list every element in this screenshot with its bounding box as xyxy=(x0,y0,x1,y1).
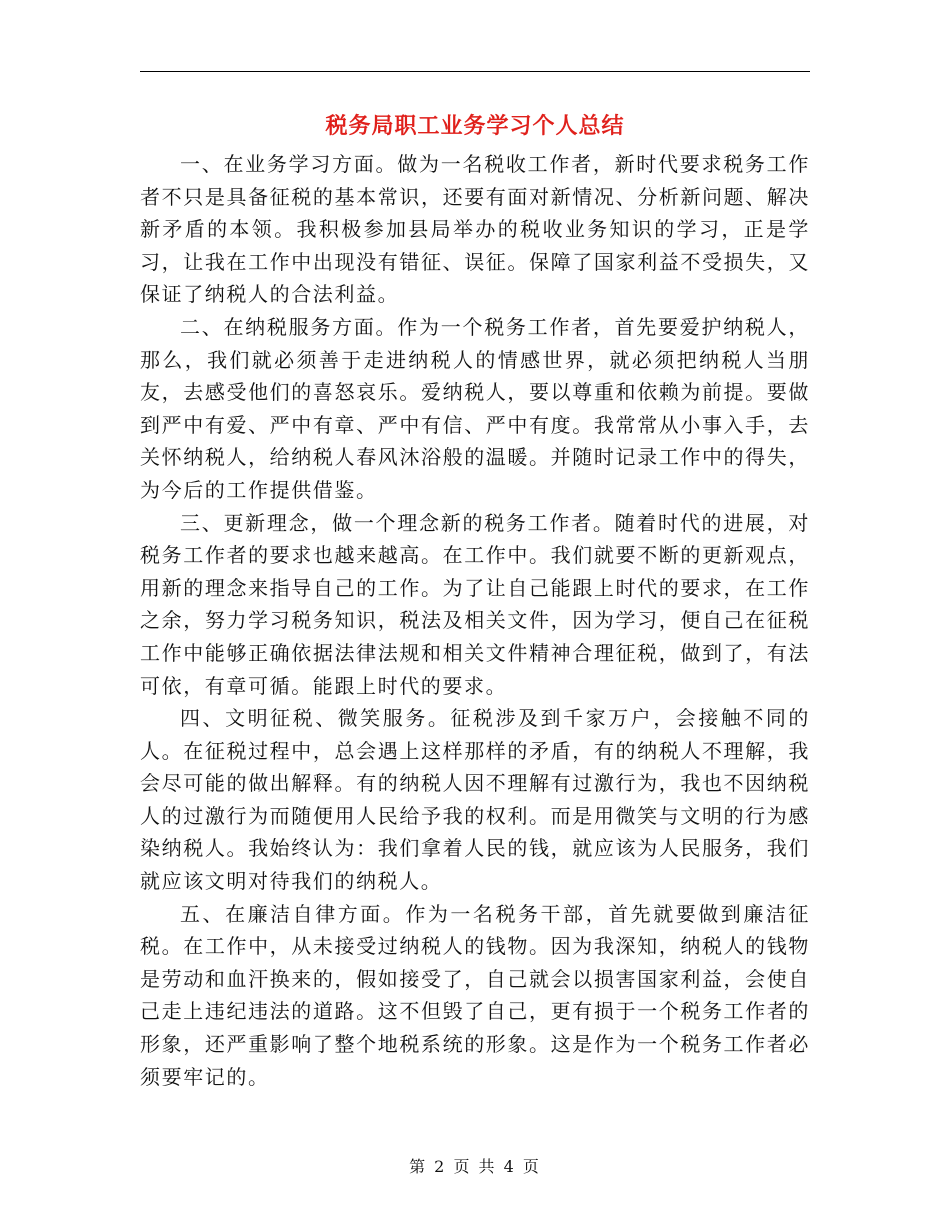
paragraph-integrity-self-discipline: 五、在廉洁自律方面。作为一名税务干部，首先就要做到廉洁征税。在工作中，从未接受过纳税人的钱物。因为我深知，纳税人的钱物是劳动和血汗换来的，假如接受了，自己就会以损害国家利益，会使自己走上违纪违法的道路。这不但毁了自己，更有损于一个税务工作者的形象，还严重影响了整个地税系统的形象。这是作为一个税务工作者必须要牢记的。 xyxy=(140,901,810,1089)
document-title: 税务局职工业务学习个人总结 xyxy=(325,113,625,139)
paragraph-civilized-tax-collection: 四、文明征税、微笑服务。征税涉及到千家万户，会接触不同的人。在征税过程中，总会遇上这样那样的矛盾，有的纳税人不理解，我会尽可能的做出解释。有的纳税人因不理解有过激行为，我也不因纳税人的过激行为而随便用人民给予我的权利。而是用微笑与文明的行为感染纳税人。我始终认为：我们拿着人民的钱，就应该为人民服务，我们就应该文明对待我们的纳税人。 xyxy=(140,706,810,894)
document-body xyxy=(140,148,810,1093)
page-number: 第 2 页 共 4 页 xyxy=(409,1157,541,1176)
paragraph-taxpayer-service: 二、在纳税服务方面。作为一个税务工作者，首先要爱护纳税人，那么，我们就必须善于走进纳税人的情感世界，就必须把纳税人当朋友，去感受他们的喜怒哀乐。爱纳税人，要以尊重和依赖为前提。要做到严中有爱、严中有章、严中有信、严中有度。我常常从小事入手，去关怀纳税人，给纳税人春风沐浴般的温暖。并随时记录工作中的得失，为今后的工作提供借鉴。 xyxy=(140,314,810,502)
paragraph-update-concepts: 三、更新理念，做一个理念新的税务工作者。随着时代的进展，对税务工作者的要求也越来越高。在工作中。我们就要不断的更新观点，用新的理念来指导自己的工作。为了让自己能跟上时代的要求，在工作之余，努力学习税务知识，税法及相关文件，因为学习，便自己在征税工作中能够正确依据法律法规和相关文件精神合理征税，做到了，有法可依，有章可循。能跟上时代的要求。 xyxy=(140,510,810,698)
paragraph-business-study: 一、在业务学习方面。做为一名税收工作者，新时代要求税务工作者不只是具备征税的基本常识，还要有面对新情况、分析新问题、解决新矛盾的本领。我积极参加县局举办的税收业务知识的学习，正是学习，让我在工作中出现没有错征、误征。保障了国家利益不受损失，又保证了纳税人的合法利益。 xyxy=(140,152,810,307)
header-rule xyxy=(140,71,810,72)
